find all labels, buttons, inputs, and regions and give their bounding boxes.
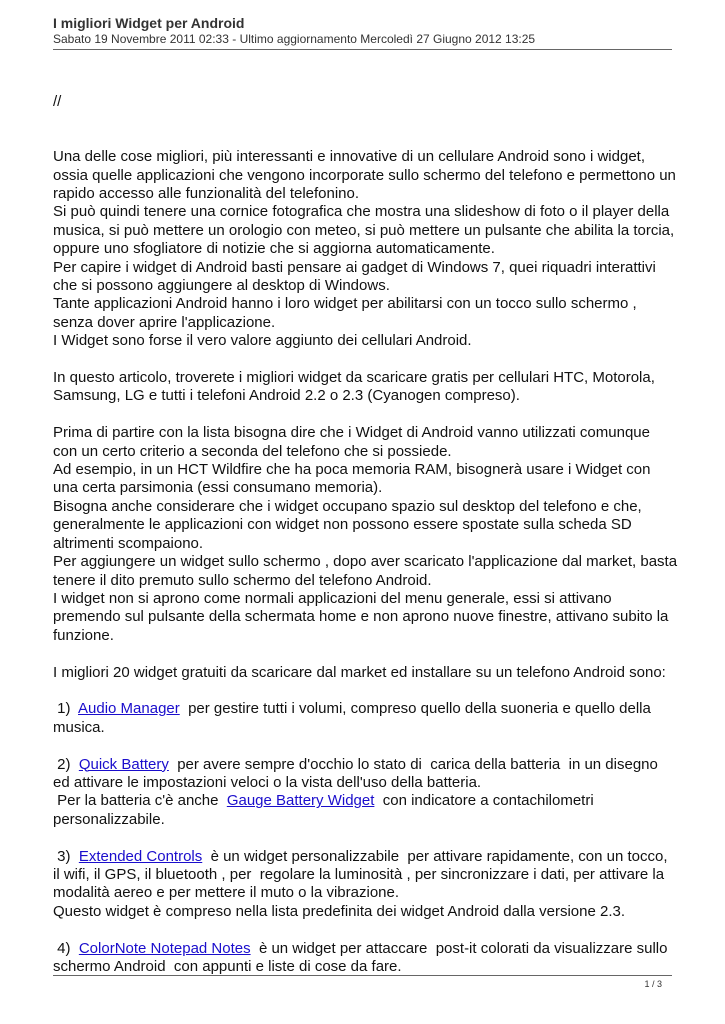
slashes: // — [53, 93, 62, 110]
article-title: I migliori Widget per Android — [53, 15, 245, 31]
list-item-text: per gestire tutti i volumi, compreso quello della suoneria e quello della musica. — [53, 700, 656, 736]
list-item-number: 2) — [53, 755, 79, 773]
list-intro: I migliori 20 widget gratuiti da scaricare dal market ed installare su un telefono Android sono: — [53, 663, 666, 681]
quick-battery-link[interactable]: Quick Battery — [78, 755, 169, 773]
page-number: 1 / 3 — [644, 979, 662, 989]
list-item-number: 4) — [53, 939, 79, 957]
gauge-battery-widget-link[interactable]: Gauge Battery Widget — [226, 792, 375, 810]
list-item-2-extra — [53, 792, 678, 829]
list-item-3 — [53, 848, 678, 903]
article-body — [53, 93, 678, 976]
list-item-number: 3) — [53, 847, 79, 865]
intro-paragraph-3: Per capire i widget di Android basti pensare ai gadget di Windows 7, quei riquadri interattivi che si possono aggiungere al desktop di Windows. — [53, 258, 656, 295]
list-item-text: con indicatore a contachilometri personalizzabile. — [53, 792, 598, 828]
before-paragraph-1: Prima di partire con la lista bisogna dire che i Widget di Android vanno utilizzati comunque con un certo criterio a seconda del telefono che si possiede. — [53, 424, 650, 460]
colornote-link[interactable]: ColorNote Notepad Notes — [78, 939, 251, 957]
before-paragraph-2: Ad esempio, in un HCT Wildfire che ha poca memoria RAM, bisognerà usare i Widget con una certa parsimonia (essi consumano memoria). — [53, 461, 651, 497]
footer-divider — [53, 975, 672, 976]
list-item-text: per avere sempre d'occhio lo stato di carica della batteria in un disegno ed attivare le impostazioni veloci o la vista dell'uso della batteria. — [53, 755, 663, 791]
intro-paragraph-1: Una delle cose migliori, più interessanti e innovative di un cellulare Android sono i widget, ossia quelle applicazioni che vengono incorporate sullo schermo del telefono e permettono un rapido accesso alle funzionalità del telefonino. — [53, 148, 676, 202]
before-paragraph-4: Per aggiungere un widget sullo schermo , dopo aver scaricato l'applicazione dal market, basta tenere il dito premuto sullo schermo del telefono Android. — [53, 553, 678, 589]
list-item-2 — [53, 756, 678, 793]
audio-manager-link[interactable]: Audio Manager — [78, 700, 180, 718]
list-item-text: è un widget personalizzabile per attivare rapidamente, con un tocco, il wifi, il GPS, il bluetooth , per regolare la luminosità , per sincronizzare i dati, per attivare la modalità aereo e per mettere il muto o la vibrazione. — [53, 847, 672, 902]
list-item-4 — [53, 940, 678, 977]
list-item-number: 1) — [53, 700, 79, 718]
intro-paragraph-2: Si può quindi tenere una cornice fotografica che mostra una slideshow di foto o il player della musica, si può mettere un orologio con meteo, si può mettere un pulsante che abilita la torcia, oppure uno sfogliatore di notizie che si aggiorna automaticamente. — [53, 203, 675, 258]
list-item-1 — [53, 700, 678, 737]
article-dates: Sabato 19 Novembre 2011 02:33 - Ultimo aggiornamento Mercoledì 27 Giugno 2012 13:25 — [53, 32, 536, 46]
header-divider — [53, 49, 672, 50]
intro-paragraph-4: Tante applicazioni Android hanno i loro widget per abilitarsi con un tocco sullo schermo , senza dover aprire l'applicazione. — [53, 295, 637, 331]
intro-paragraph-5: I Widget sono forse il vero valore aggiunto dei cellulari Android. — [53, 332, 472, 350]
before-paragraph-5: I widget non si aprono come normali applicazioni del menu generale, essi si attivano premendo sul pulsante della schermata home e non aprono nuove finestre, attivano subito la funzione. — [53, 589, 669, 644]
page-header — [53, 15, 673, 47]
article-paragraph: In questo articolo, troverete i migliori widget da scaricare gratis per cellulari HTC, Motorola, Samsung, LG e tutti i telefoni Android 2.2 o 2.3 (Cyanogen compreso). — [53, 369, 655, 405]
list-item-text: Per la batteria c'è anche — [53, 792, 227, 810]
extended-controls-link[interactable]: Extended Controls — [78, 847, 203, 865]
before-paragraph-3: Bisogna anche considerare che i widget occupano spazio sul desktop del telefono e che, generalmente le applicazioni con widget non possono essere spostate sulla scheda SD altrimenti scompaiono. — [53, 497, 642, 552]
list-item-3-extra: Questo widget è compreso nella lista predefinita dei widget Android dalla versione 2.3. — [53, 902, 626, 920]
list-item-text: è un widget per attaccare post-it colorati da visualizzare sullo schermo Android con appunti e liste di cose da fare. — [53, 939, 672, 975]
